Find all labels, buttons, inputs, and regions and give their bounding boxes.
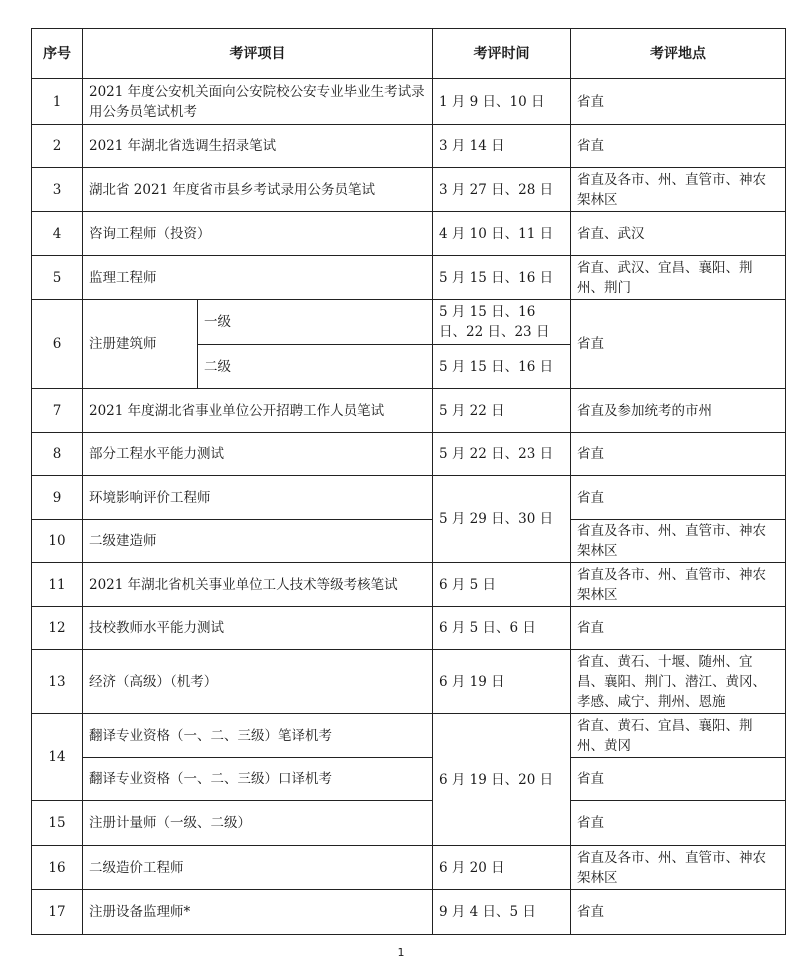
- table-row: [32, 714, 786, 758]
- exam-item: 翻译专业资格（一、二、三级）口译机考: [83, 758, 433, 801]
- row-number: 7: [32, 389, 83, 433]
- row-number: 9: [32, 476, 83, 520]
- exam-time: 9 月 4 日、5 日: [433, 890, 571, 935]
- exam-place: 省直及参加统考的市州: [571, 389, 786, 433]
- exam-place: 省直及各市、州、直管市、神农架林区: [571, 846, 786, 890]
- header-time: 考评时间: [433, 29, 571, 79]
- row-number: 8: [32, 433, 83, 476]
- table-row: [32, 300, 786, 345]
- header-no: 序号: [32, 29, 83, 79]
- row-number: 11: [32, 563, 83, 607]
- table-row: [32, 758, 786, 801]
- exam-time: 6 月 5 日、6 日: [433, 607, 571, 650]
- exam-item: 二级建造师: [83, 520, 433, 563]
- table-row: [32, 607, 786, 650]
- exam-place: 省直: [571, 476, 786, 520]
- table-header-row: [32, 29, 786, 79]
- exam-item: 咨询工程师（投资）: [83, 212, 433, 256]
- exam-place: 省直、黄石、十堰、随州、宜昌、襄阳、荆门、潜江、黄冈、孝感、咸宁、荆州、恩施: [571, 650, 786, 714]
- exam-place: 省直、武汉、宜昌、襄阳、荆州、荆门: [571, 256, 786, 300]
- exam-place: 省直、黄石、宜昌、襄阳、荆州、黄冈: [571, 714, 786, 758]
- exam-item: 部分工程水平能力测试: [83, 433, 433, 476]
- table-row: [32, 650, 786, 714]
- exam-place: 省直及各市、州、直管市、神农架林区: [571, 168, 786, 212]
- exam-item: 注册建筑师: [83, 300, 198, 389]
- table-row: [32, 433, 786, 476]
- table-row: [32, 168, 786, 212]
- exam-item: 技校教师水平能力测试: [83, 607, 433, 650]
- row-number: 15: [32, 801, 83, 846]
- row-number: 14: [32, 714, 83, 801]
- exam-item: 湖北省 2021 年度省市县乡考试录用公务员笔试: [83, 168, 433, 212]
- exam-item: 经济（高级）（机考）: [83, 650, 433, 714]
- exam-item: 环境影响评价工程师: [83, 476, 433, 520]
- exam-place: 省直: [571, 300, 786, 389]
- exam-item: 2021 年湖北省机关事业单位工人技术等级考核笔试: [83, 563, 433, 607]
- exam-item: 2021 年度湖北省事业单位公开招聘工作人员笔试: [83, 389, 433, 433]
- row-number: 16: [32, 846, 83, 890]
- table-row: [32, 212, 786, 256]
- exam-item: 2021 年湖北省选调生招录笔试: [83, 125, 433, 168]
- exam-time: 1 月 9 日、10 日: [433, 79, 571, 125]
- exam-place: 省直: [571, 890, 786, 935]
- row-number: 4: [32, 212, 83, 256]
- exam-place: 省直: [571, 433, 786, 476]
- row-number: 5: [32, 256, 83, 300]
- table-row: [32, 520, 786, 563]
- row-number: 3: [32, 168, 83, 212]
- exam-time: 6 月 20 日: [433, 846, 571, 890]
- table-row: [32, 890, 786, 935]
- table-row: [32, 801, 786, 846]
- exam-item: 二级造价工程师: [83, 846, 433, 890]
- row-number: 6: [32, 300, 83, 389]
- table-row: [32, 79, 786, 125]
- table-row: [32, 389, 786, 433]
- table-row: [32, 476, 786, 520]
- row-number: 17: [32, 890, 83, 935]
- exam-place: 省直: [571, 801, 786, 846]
- exam-time: 6 月 5 日: [433, 563, 571, 607]
- exam-place: 省直及各市、州、直管市、神农架林区: [571, 563, 786, 607]
- exam-place: 省直: [571, 607, 786, 650]
- exam-place: 省直: [571, 79, 786, 125]
- exam-schedule-table: [31, 28, 786, 935]
- table-row: [32, 846, 786, 890]
- exam-time: 3 月 14 日: [433, 125, 571, 168]
- row-number: 10: [32, 520, 83, 563]
- exam-time: 5 月 22 日、23 日: [433, 433, 571, 476]
- exam-time: 3 月 27 日、28 日: [433, 168, 571, 212]
- exam-item: 2021 年度公安机关面向公安院校公安专业毕业生考试录用公务员笔试机考: [83, 79, 433, 125]
- exam-place: 省直、武汉: [571, 212, 786, 256]
- exam-time: 4 月 10 日、11 日: [433, 212, 571, 256]
- exam-time: 5 月 22 日: [433, 389, 571, 433]
- exam-item: 注册计量师（一级、二级）: [83, 801, 433, 846]
- exam-time: 5 月 15 日、16 日: [433, 345, 571, 389]
- row-number: 1: [32, 79, 83, 125]
- table-row: [32, 256, 786, 300]
- header-item: 考评项目: [83, 29, 433, 79]
- row-number: 13: [32, 650, 83, 714]
- row-number: 2: [32, 125, 83, 168]
- exam-place: 省直: [571, 758, 786, 801]
- row-number: 12: [32, 607, 83, 650]
- table-row: [32, 563, 786, 607]
- exam-item: 监理工程师: [83, 256, 433, 300]
- header-place: 考评地点: [571, 29, 786, 79]
- exam-item: 翻译专业资格（一、二、三级）笔译机考: [83, 714, 433, 758]
- exam-time: 5 月 15 日、16 日、22 日、23 日: [433, 300, 571, 345]
- exam-time: 6 月 19 日、20 日: [433, 714, 571, 846]
- exam-level: 一级: [198, 300, 433, 345]
- exam-place: 省直: [571, 125, 786, 168]
- table-row: [32, 125, 786, 168]
- exam-place: 省直及各市、州、直管市、神农架林区: [571, 520, 786, 563]
- exam-time: 6 月 19 日: [433, 650, 571, 714]
- exam-item: 注册设备监理师*: [83, 890, 433, 935]
- exam-time: 5 月 29 日、30 日: [433, 476, 571, 563]
- page-number: 1: [397, 946, 405, 959]
- exam-level: 二级: [198, 345, 433, 389]
- exam-time: 5 月 15 日、16 日: [433, 256, 571, 300]
